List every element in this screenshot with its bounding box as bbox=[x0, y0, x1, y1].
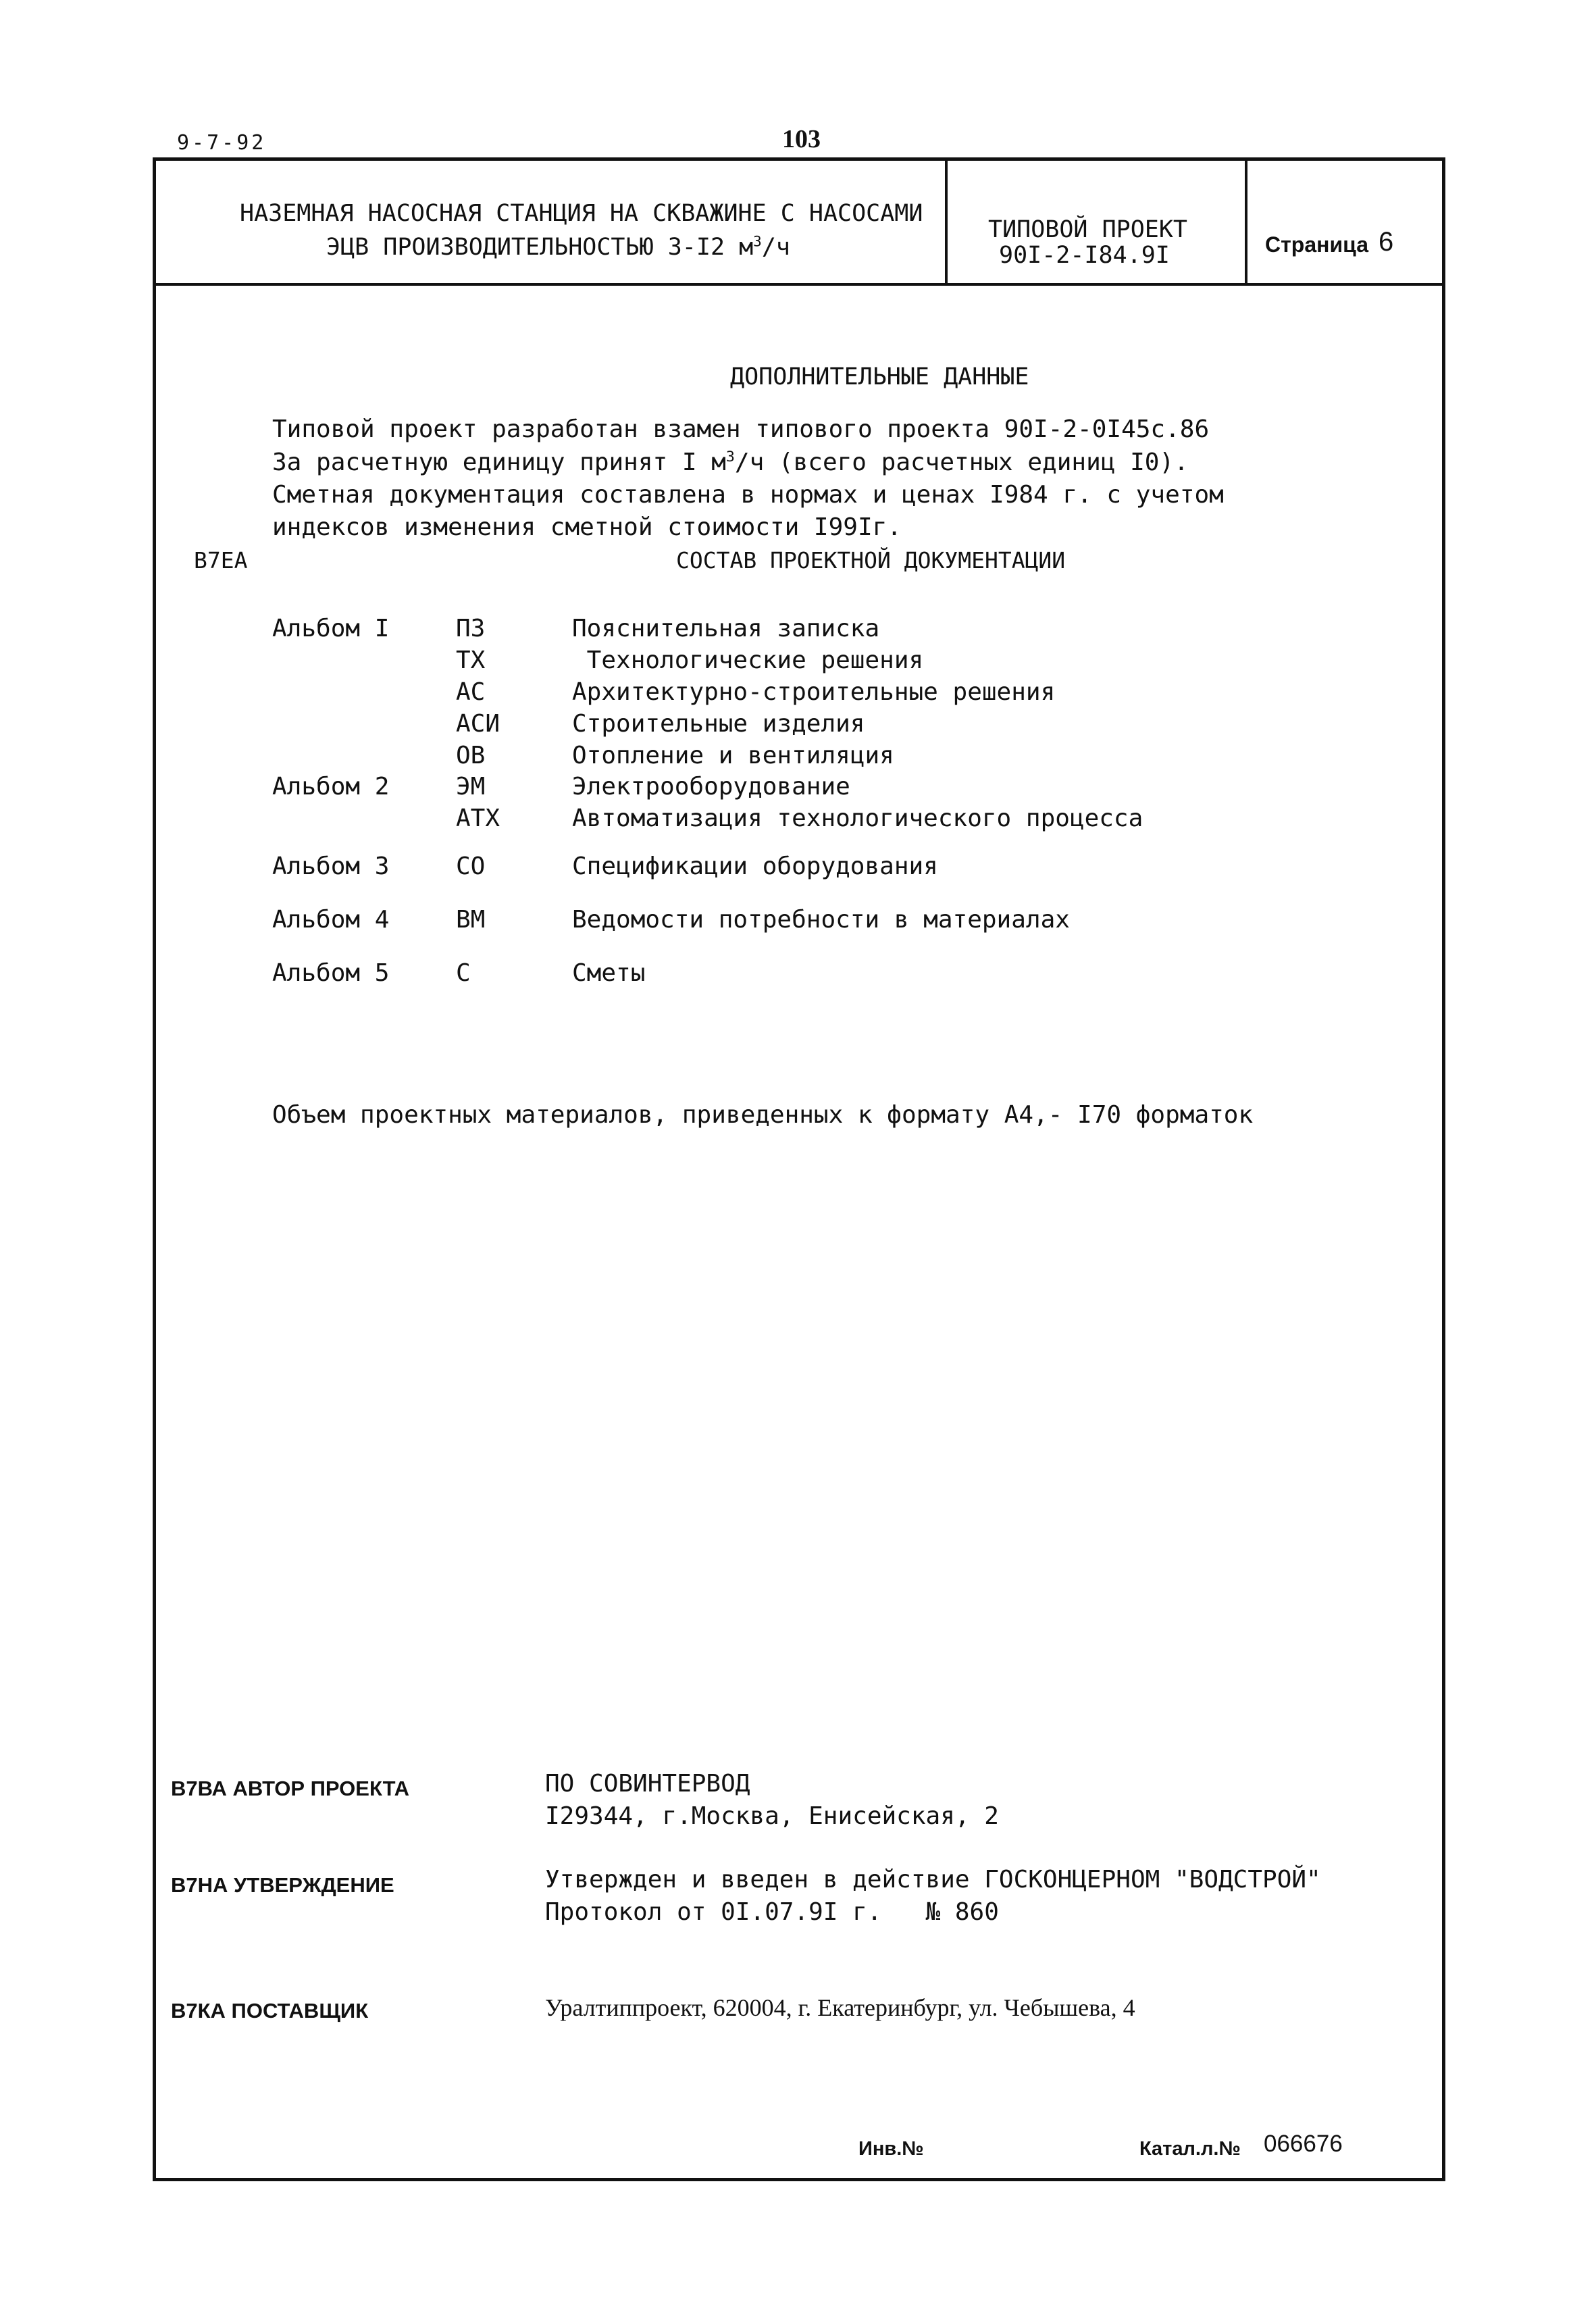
album-label: Альбом 2 bbox=[272, 773, 390, 800]
additional-line-3: Сметная документация составлена в нормах и ценах I984 г. с учетом bbox=[272, 481, 1224, 509]
approval-line-1: Утвержден и введен в действие ГОСКОНЦЕРНОМ "ВОДСТРОЙ" bbox=[545, 1866, 1321, 1893]
page-label: Страница bbox=[1265, 232, 1368, 257]
supplier-line-1: Уралтиппроект, 620004, г. Екатеринбург, ул. Чебышева, 4 bbox=[545, 1994, 1135, 2021]
list-item bbox=[156, 710, 1442, 742]
additional-line-1: Типовой проект разработан взамен типового проекта 90I-2-0I45с.86 bbox=[272, 415, 1210, 443]
doc-code: АСИ bbox=[456, 710, 500, 738]
list-item bbox=[156, 742, 1442, 774]
doc-code: ТХ bbox=[456, 646, 486, 674]
doc-title: Спецификации оборудования bbox=[572, 853, 938, 880]
approval-label: В7НА УТВЕРЖДЕНИЕ bbox=[171, 1873, 394, 1897]
album-label: Альбом I bbox=[272, 615, 390, 642]
list-item bbox=[156, 853, 1442, 885]
doc-code: ЭМ bbox=[456, 773, 486, 800]
author-label: В7ВА АВТОР ПРОЕКТА bbox=[171, 1777, 410, 1800]
approval-line-2: Протокол от 0I.07.9I г. № 860 bbox=[545, 1898, 999, 1926]
additional-heading: ДОПОЛНИТЕЛЬНЫЕ ДАННЫЕ bbox=[730, 363, 1029, 390]
project-label: ТИПОВОЙ ПРОЕКТ bbox=[988, 216, 1188, 243]
doc-code: ПЗ bbox=[456, 615, 486, 642]
list-item bbox=[156, 678, 1442, 711]
composition-code: В7ЕА bbox=[194, 547, 248, 574]
additional-line-2: За расчетную единицу принят I $м^3/ч$ (всего расчетных единиц I0). bbox=[272, 449, 1189, 476]
doc-title: Электрооборудование bbox=[572, 773, 850, 800]
catalog-label: Катал.л.№ bbox=[1139, 2138, 1241, 2160]
doc-title: Технологические решения bbox=[572, 646, 924, 674]
doc-code: СО bbox=[456, 853, 486, 880]
list-item bbox=[156, 773, 1442, 805]
additional-line-4: индексов изменения сметной стоимости I99Iг. bbox=[272, 513, 902, 541]
doc-code: АС bbox=[456, 678, 486, 706]
list-item bbox=[156, 906, 1442, 938]
document-frame bbox=[153, 157, 1445, 2181]
author-line-2: I29344, г.Москва, Енисейская, 2 bbox=[545, 1802, 999, 1830]
doc-code: С bbox=[456, 959, 471, 987]
list-item bbox=[156, 959, 1442, 992]
title-block bbox=[156, 161, 1442, 286]
title-line-2: ЭЦВ ПРОИЗВОДИТЕЛЬНОСТЬЮ 3-I2 $м^3/ч$ bbox=[326, 233, 790, 261]
inventory-label: Инв.№ bbox=[858, 2138, 924, 2160]
supplier-label: В7КА ПОСТАВЩИК bbox=[171, 1999, 369, 2023]
doc-title: Автоматизация технологического процесса bbox=[572, 805, 1143, 832]
doc-title: Строительные изделия bbox=[572, 710, 865, 738]
doc-title: Ведомости потребности в материалах bbox=[572, 906, 1070, 934]
author-line-1: ПО СОВИНТЕРВОД bbox=[545, 1770, 750, 1798]
list-item bbox=[156, 646, 1442, 679]
doc-title: Сметы bbox=[572, 959, 646, 987]
doc-title: Пояснительная записка bbox=[572, 615, 880, 642]
page-value: 6 bbox=[1379, 227, 1394, 257]
list-item bbox=[156, 615, 1442, 647]
list-item bbox=[156, 805, 1442, 837]
album-label: Альбом 3 bbox=[272, 853, 390, 880]
doc-code: ВМ bbox=[456, 906, 486, 934]
project-number: 90I-2-I84.9I bbox=[999, 242, 1170, 269]
album-label: Альбом 5 bbox=[272, 959, 390, 987]
date-stamp: 9-7-92 bbox=[177, 131, 267, 155]
page-number: 103 bbox=[782, 125, 821, 153]
doc-code: ОВ bbox=[456, 742, 486, 769]
album-label: Альбом 4 bbox=[272, 906, 390, 934]
title-line-1: НАЗЕМНАЯ НАСОСНАЯ СТАНЦИЯ НА СКВАЖИНЕ С НАСОСАМИ bbox=[240, 200, 923, 227]
doc-title: Отопление и вентиляция bbox=[572, 742, 894, 769]
volume-note: Объем проектных материалов, приведенных к формату А4,- I70 форматок bbox=[272, 1101, 1254, 1129]
doc-code: АТХ bbox=[456, 805, 500, 832]
catalog-value: 066676 bbox=[1264, 2131, 1343, 2157]
composition-heading: СОСТАВ ПРОЕКТНОЙ ДОКУМЕНТАЦИИ bbox=[676, 547, 1066, 574]
doc-title: Архитектурно-строительные решения bbox=[572, 678, 1056, 706]
